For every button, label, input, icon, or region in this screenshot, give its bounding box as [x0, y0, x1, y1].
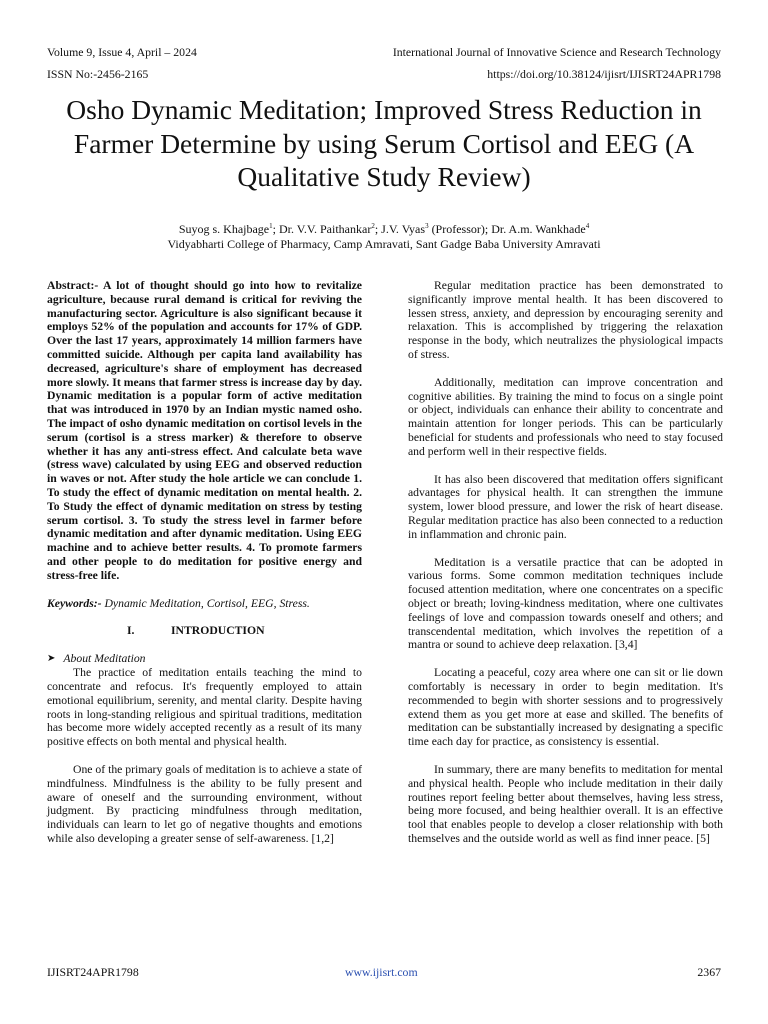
paragraph: In summary, there are many benefits to meditation for mental and physical health. People who include meditation in their daily routines report feeling better about themselves, having less stress, being more focused, and being healthier overall. It is an effective tool that enables people to develop a closer relationship with both themselves and the outside world as well as find inner peace. [5] [408, 762, 723, 845]
keywords-text: Dynamic Meditation, Cortisol, EEG, Stress. [101, 596, 310, 610]
author-4: (Professor); Dr. A.m. Wankhade [428, 222, 586, 236]
volume-info: Volume 9, Issue 4, April – 2024 [47, 45, 197, 59]
paper-title: Osho Dynamic Meditation; Improved Stress Reduction in Farmer Determine by using Serum Cortisol and EEG (A Qualitative Study Review) [66, 94, 702, 192]
footer-page-number: 2367 [697, 965, 721, 979]
paragraph: The practice of meditation entails teaching the mind to concentrate and refocus. It's frequently employed to attain emotional equilibrium, serenity, and mental clarity. Despite having roots in long-standing religious and spiritual traditions, meditation has become more widely accepted recently as a result of its many positive effects on both mental and physical health. [47, 666, 362, 749]
author-1: Suyog s. Khajbage [178, 222, 270, 236]
author-block [40, 222, 728, 252]
section-title: INTRODUCTION [171, 624, 265, 638]
section-number: I. [127, 624, 135, 638]
footer-site-link[interactable]: www.ijisrt.com [345, 965, 418, 979]
section-heading [47, 624, 362, 638]
journal-name: International Journal of Innovative Science and Research Technology [392, 45, 721, 59]
keywords-label: Keywords:- [47, 596, 102, 610]
abstract: Abstract:- A lot of thought should go into how to revitalize agriculture, because rural demand is critical for reviving the manufacturing sector. Agriculture is also significant because it employs 52% of the population and accounts for 17% of GDP. Over the last 17 years, approximately 14 million farmers have committed suicide. Although per capita land availability has decreased, agriculture's share of employment has decreased more slowly. It means that farmer stress is increase day by day. Dynamic meditation is a popular form of active meditation that was introduced in 1970 by an Indian mystic named osho. The impact of osho dynamic meditation on cortisol levels in the serum (cortisol is a stress marker) & therefore to observe whether it has any anti-stress effect. And calculate beta wave (stress wave) calculated by using EEG and observed reduction in waves or not. After study the hole article we can conclude 1. To study the effect of dynamic meditation on mental health. 2. To Study the effect of dynamic meditation on stress by testing serum cortisol. 3. To study the stress level in farmer before dynamic meditation and after dynamic meditation. Using EEG machine and to achieve better results. 4. To promote farmers and other people to do meditation for positive energy and stress-free life. [47, 279, 362, 582]
right-column [408, 279, 723, 860]
left-column [47, 279, 362, 860]
paragraph: It has also been discovered that meditation offers significant advantages for physical health. It can strengthen the immune system, lower blood pressure, and lower the risk of heart disease. Regular meditation practice has also been connected to a reduction in inflammation and chronic pain. [408, 472, 723, 541]
issn: ISSN No:-2456-2165 [47, 67, 149, 81]
author-3-sup: 3 [425, 222, 429, 230]
footer-article-id: IJISRT24APR1798 [47, 965, 139, 979]
arrow-bullet-icon: ➤ [47, 653, 56, 665]
keywords [47, 597, 362, 611]
author-1-sup: 1 [269, 222, 273, 230]
author-list [40, 222, 728, 237]
author-4-sup: 4 [585, 222, 590, 230]
author-2-sup: 2 [371, 222, 375, 230]
paragraph: Regular meditation practice has been demonstrated to significantly improve mental health. It has been discovered to lessen stress, anxiety, and depression by encouraging serenity and relaxation. This is accomplished by triggering the relaxation response in the body, which neutralizes the physiological impacts of stress. [408, 279, 723, 361]
paragraph: One of the primary goals of meditation is to achieve a state of mindfulness. Mindfulness is the ability to be fully present and aware of oneself and the surrounding environment, without judgment. By practicing mindfulness through meditation, individuals can learn to let go of negative thoughts and emotions while also developing a greater sense of self-awareness. [1,2] [47, 762, 362, 845]
paragraph: Locating a peaceful, cozy area where one can sit or lie down comfortably is necessary in order to begin meditation. It's recommended to begin with shorter sessions and to progressively extend them as you get more at ease and skilled. The benefits of meditation can be substantially increased by designating a specific time each day for practice, as consistency is essential. [408, 666, 723, 749]
subsection-title: About Meditation [63, 652, 146, 666]
doi-link[interactable]: https://doi.org/10.38124/ijisrt/IJISRT24APR1798 [487, 67, 721, 81]
paragraph: Meditation is a versatile practice that can be adopted in various forms. Some common meditation techniques include focused attention meditation, where one concentrates on a specific object or breath; loving-kindness meditation, where one cultivates feelings of love and compassion towards oneself and others; and transcendental meditation, which involves the repetition of a mantra or sound to achieve deep relaxation. [3,4] [408, 555, 723, 652]
subsection-heading [47, 652, 362, 666]
paragraph: Additionally, meditation can improve concentration and cognitive abilities. By training the mind to focus on a single point or object, individuals can enhance their ability to concentrate and maintain attention for longer periods. This can be particularly beneficial for students and professionals who need to stay focused and perform well in their respective fields. [408, 375, 723, 458]
author-3: ; J.V. Vyas [374, 222, 426, 236]
author-2: ; Dr. V.V. Paithankar [272, 222, 372, 236]
affiliation: Vidyabharti College of Pharmacy, Camp Amravati, Sant Gadge Baba University Amravati [167, 237, 601, 251]
